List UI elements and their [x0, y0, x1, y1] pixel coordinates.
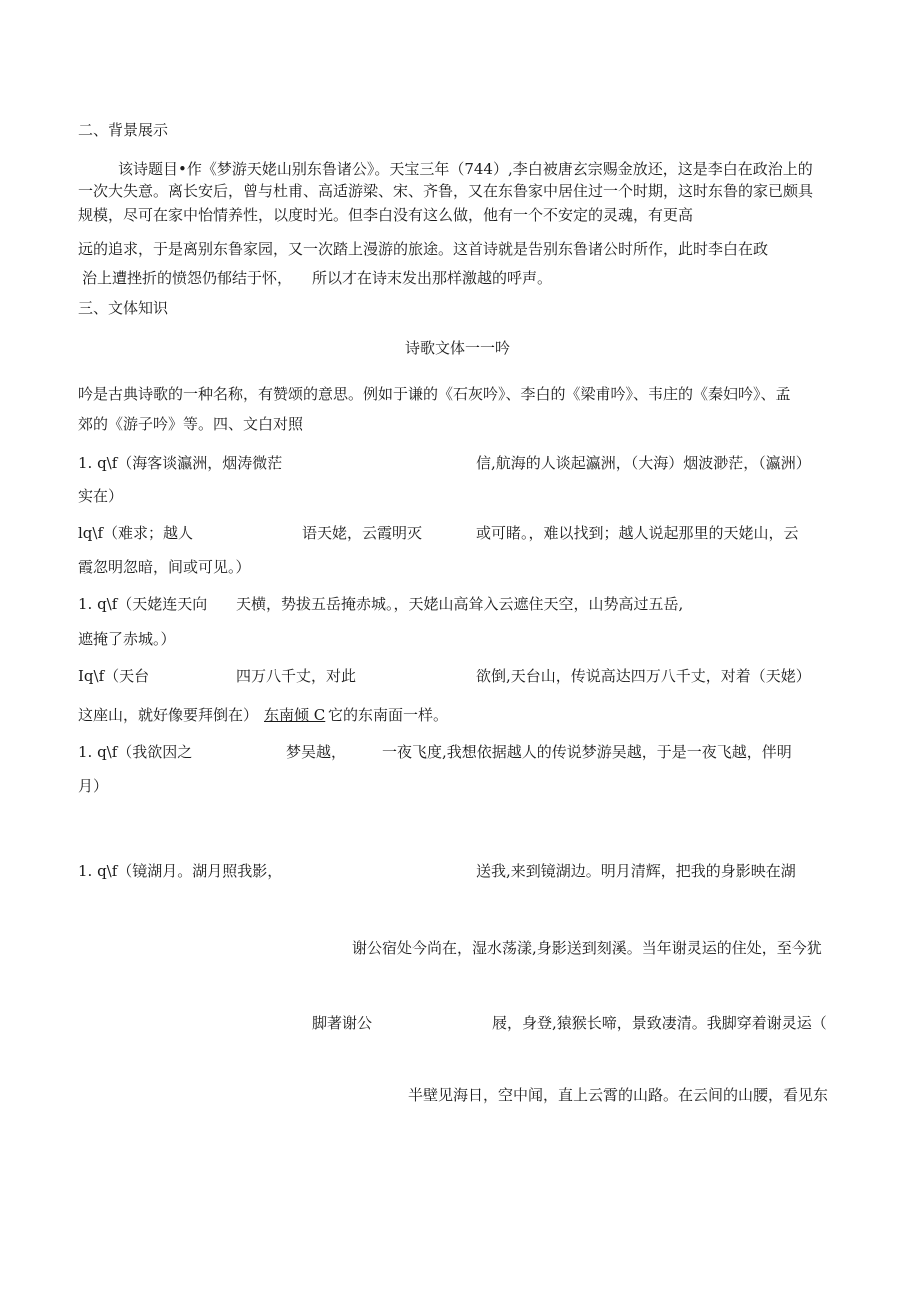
entry-line: 谢公宿处今尚在，湿水荡漾,身影送到刻溪。当年谢灵运的住处，至今犹	[352, 939, 822, 957]
entry-line: 屐，身登,猿猴长啼，景致凄清。我脚穿着谢灵运（	[492, 1014, 827, 1032]
entry-line: 梦吴越，	[286, 743, 347, 761]
entry-line: 实在）	[78, 487, 124, 505]
entry-line: 天横，势拔五岳掩赤城。，天姥山高耸入云遮住天空，山势高过五岳,	[236, 595, 684, 613]
entry-line: 一夜飞度,我想依据越人的传说梦游吴越，于是一夜飞越，伴明	[382, 743, 792, 761]
entry-line: 遮掩了赤城。）	[78, 630, 176, 648]
entry-line: 霞忽明忽暗，间或可见。）	[78, 558, 251, 576]
entry-line: 信,航海的人谈起瀛洲，（大海）烟波渺茫，（瀛洲）	[476, 454, 811, 472]
entry-line: 1. q\f（海客谈瀛洲，烟涛微茫	[78, 454, 283, 472]
entry-line: Iq\f（天台	[78, 667, 150, 685]
underlined-phrase: 东南倾 C	[264, 706, 326, 724]
entry-line: 欲倒,天台山，传说高达四万八千丈，对着（天姥）	[476, 667, 811, 685]
section-heading-background: 二、背景展示	[78, 121, 169, 139]
background-paragraph-line: 规模，尽可在家中怡情养性，以度时光。但李白没有这么做，他有一个不安定的灵魂，有更高	[78, 206, 694, 224]
entry-line: 它的东南面一样。	[328, 706, 449, 724]
entry-line: 1. q\f（天姥连天向	[78, 595, 208, 613]
genre-paragraph-line: 吟是古典诗歌的一种名称，有赞颂的意思。例如于谦的《石灰吟》、李白的《梁甫吟》、韦庄的《秦妇吟》、孟	[78, 385, 791, 403]
genre-subtitle: 诗歌文体一一吟	[405, 339, 511, 357]
entry-line: 脚著谢公	[312, 1014, 373, 1032]
section-heading-genre: 三、文体知识	[78, 299, 169, 317]
background-paragraph-line: 一次大失意。离长安后，曾与杜甫、高适游梁、宋、齐鲁，又在东鲁家中居住过一个时期，这时东鲁的家已颇具	[78, 182, 814, 200]
background-paragraph-line: 治上遭挫折的愤怨仍郁结于怀，	[82, 269, 293, 287]
entry-line: 四万八千丈，对此	[236, 667, 357, 685]
entry-line: 或可睹。，难以找到；越人说起那里的天姥山，云	[476, 524, 799, 542]
entry-line: 语天姥，云霞明灭	[302, 524, 423, 542]
entry-line: 半壁见海日，空中闻，直上云霄的山路。在云间的山腰，看见东	[408, 1086, 829, 1104]
entry-line: 1. q\f（我欲因之	[78, 743, 193, 761]
background-paragraph-line: 远的追求，于是离别东鲁家园，又一次踏上漫游的旅途。这首诗就是告别东鲁诸公时所作，此时李白在政	[78, 240, 769, 258]
entry-line: 1. q\f（镜湖月。湖月照我影，	[78, 862, 283, 880]
entry-line: 这座山，就好像要拜倒在）	[78, 706, 259, 724]
entry-line: 送我,来到镜湖边。明月清辉，把我的身影映在湖	[476, 862, 796, 880]
entry-line: lq\f（难求；越人	[78, 524, 194, 542]
genre-paragraph-line: 郊的《游子吟》等。四、文白对照	[78, 415, 304, 433]
background-paragraph-line: 所以才在诗末发出那样激越的呼声。	[312, 269, 553, 287]
entry-line: 月）	[78, 777, 109, 795]
background-paragraph-line: 该诗题目•作《梦游天姥山别东鲁诸公》。天宝三年（744）,李白被唐玄宗赐金放还，这是李白在政治上的	[118, 160, 813, 178]
